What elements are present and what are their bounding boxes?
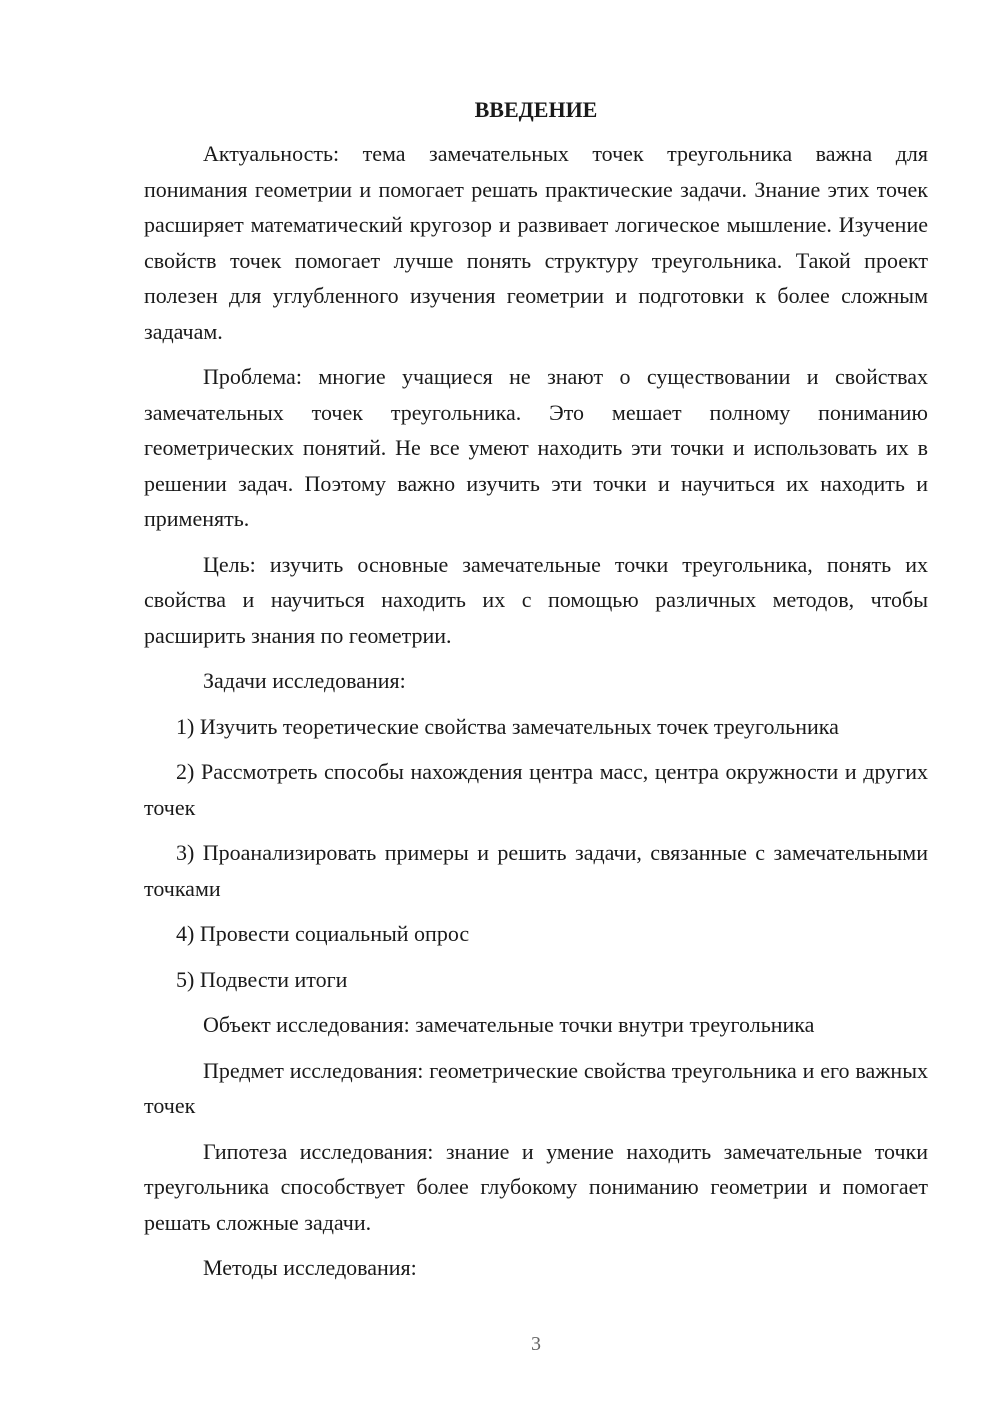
task-item: 3) Проанализировать примеры и решить задачи, связанные с замечательными точками xyxy=(144,840,928,901)
object-paragraph: Объект исследования: замечательные точки внутри треугольника xyxy=(203,1012,815,1037)
hypothesis-paragraph: Гипотеза исследования: знание и умение находить замечательные точки треугольника способствует более глубокому пониманию геометрии и помогает решать сложные задачи. xyxy=(144,1138,928,1235)
goal-paragraph: Цель: изучить основные замечательные точки треугольника, понять их свойства и научиться находить их с помощью различных методов, чтобы расширить знания по геометрии. xyxy=(144,551,928,648)
tasks-heading: Задачи исследования: xyxy=(203,668,406,693)
page-title: ВВЕДЕНИЕ xyxy=(474,97,598,122)
problem-paragraph: Проблема: многие учащиеся не знают о существовании и свойствах замечательных точек треугольника. Это мешает полному пониманию геометрических понятий. Не все умеют находить эти точки и использовать их в решении задач. Поэтому важно изучить эти точки и научиться их находить и применять. xyxy=(144,364,928,531)
task-item: 5) Подвести итоги xyxy=(176,966,348,992)
task-item: 1) Изучить теоретические свойства замечательных точек треугольника xyxy=(176,713,839,739)
methods-heading: Методы исследования: xyxy=(203,1255,417,1280)
relevance-paragraph: Актуальность: тема замечательных точек треугольника важна для понимания геометрии и помогает решать практические задачи. Знание этих точек расширяет математический кругозор и развивает логическое мышление. Изучение свойств точек помогает лучше понять структуру треугольника. Такой проект полезен для углубленного изучения геометрии и подготовки к более сложным задачам. xyxy=(144,141,928,344)
subject-paragraph: Предмет исследования: геометрические свойства треугольника и его важных точек xyxy=(144,1057,928,1118)
task-item: 4) Провести социальный опрос xyxy=(176,921,470,946)
page-number: 3 xyxy=(531,1333,541,1355)
task-item: 2) Рассмотреть способы нахождения центра масс, центра окружности и других точек xyxy=(144,759,928,820)
document-page xyxy=(144,92,928,1296)
